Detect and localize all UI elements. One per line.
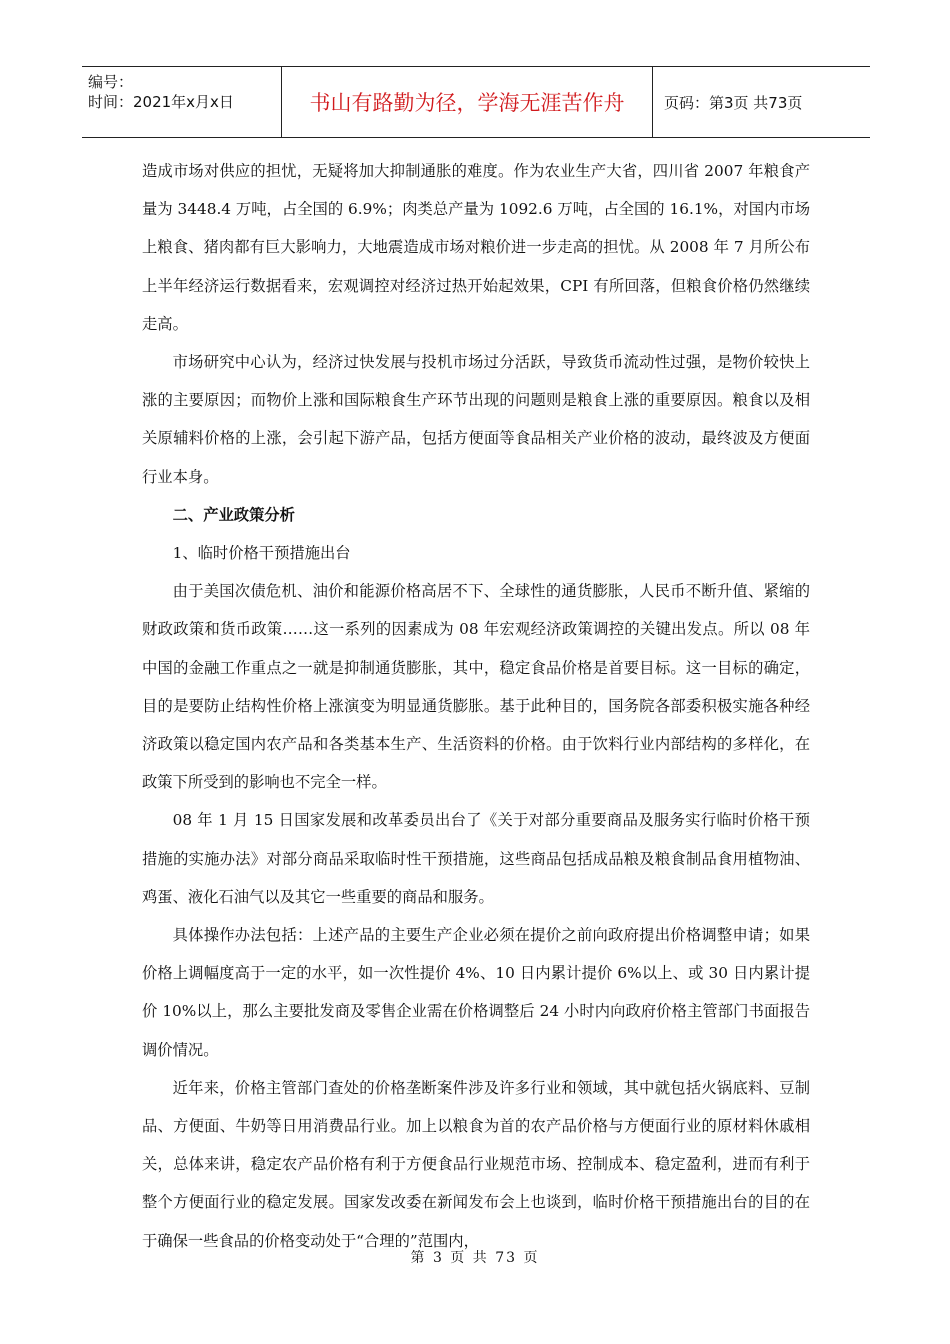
subsection-heading: 1、临时价格干预措施出台 xyxy=(172,544,351,563)
number-label: 编号： xyxy=(88,73,134,91)
document-body xyxy=(142,152,810,1260)
paragraph: 近年来，价格主管部门查处的价格垄断案件涉及许多行业和领域，其中就包括火锅底料、豆制品、方便面、牛奶等日用消费品行业。加上以粮食为首的农产品价格与方便面行业的原材料休戚相关，总体来讲，稳定农产品价格有利于方便食品行业规范市场、控制成本、稳定盈利，进而有利于整个方便面行业的稳定发展。国家发改委在新闻发布会上也谈到，临时价格干预措施出台的目的在于确保一些食品的价格变动处于“合理的”范围内， xyxy=(142,1078,810,1250)
paragraph: 市场研究中心认为，经济过快发展与投机市场过分活跃，导致货币流动性过强，是物价较快上涨的主要原因；而物价上涨和国际粮食生产环节出现的问题则是粮食上涨的重要原因。粮食以及相关原辅料价格的上涨，会引起下游产品，包括方便面等食品相关产业价格的波动，最终波及方便面行业本身。 xyxy=(142,353,810,486)
header-motto-cell xyxy=(282,67,653,137)
section-heading: 二、产业政策分析 xyxy=(172,505,295,524)
date-label: 时间：2021年x月x日 xyxy=(88,93,234,111)
paragraph: 08 年 1 月 15 日国家发展和改革委员出台了《关于对部分重要商品及服务实行临时价格干预措施的实施办法》对部分商品采取临时性干预措施，这些商品包括成品粮及粮食制品食用植物油、鸡蛋、液化石油气以及其它一些重要的商品和服务。 xyxy=(142,811,810,906)
header-page-cell xyxy=(654,67,870,137)
header-info-cell xyxy=(82,67,282,137)
paragraph: 造成市场对供应的担忧，无疑将加大抑制通胀的难度。作为农业生产大省，四川省 2007 年粮食产量为 3448.4 万吨，占全国的 6.9%；肉类总产量为 1092.6 万吨，占全国的 16.1%，对国内市场上粮食、猪肉都有巨大影响力，大地震造成市场对粮价进一步走高的担忧。从 2008 年 7 月所公布上半年经济运行数据看来，宏观调控对经济过热开始起效果，CPI 有所回落，但粮食价格仍然继续走高。 xyxy=(142,162,810,333)
paragraph: 由于美国次债危机、油价和能源价格高居不下、全球性的通货膨胀，人民币不断升值、紧缩的财政政策和货币政策……这一系列的因素成为 08 年宏观经济政策调控的关键出发点。所以 08 年中国的金融工作重点之一就是抑制通货膨胀，其中，稳定食品价格是首要目标。这一目标的确定，目的是要防止结构性价格上涨演变为明显通货膨胀。基于此种目的，国务院各部委积极实施各种经济政策以稳定国内农产品和各类基本生产、生活资料的价格。由于饮料行业内部结构的多样化，在政策下所受到的影响也不完全一样。 xyxy=(142,582,810,792)
page-header xyxy=(82,66,870,138)
page-info: 页码：第3页 共73页 xyxy=(664,94,803,112)
paragraph: 具体操作办法包括：上述产品的主要生产企业必须在提价之前向政府提出价格调整申请；如果价格上调幅度高于一定的水平，如一次性提价 4%、10 日内累计提价 6%以上、或 30 日内累计提价 10%以上，那么主要批发商及零售企业需在价格调整后 24 小时内向政府价格主管部门书面报告调价情况。 xyxy=(142,926,810,1059)
motto-text: 书山有路勤为径，学海无涯苦作舟 xyxy=(309,91,625,115)
page-footer: 第 3 页 共 73 页 xyxy=(410,1250,540,1266)
